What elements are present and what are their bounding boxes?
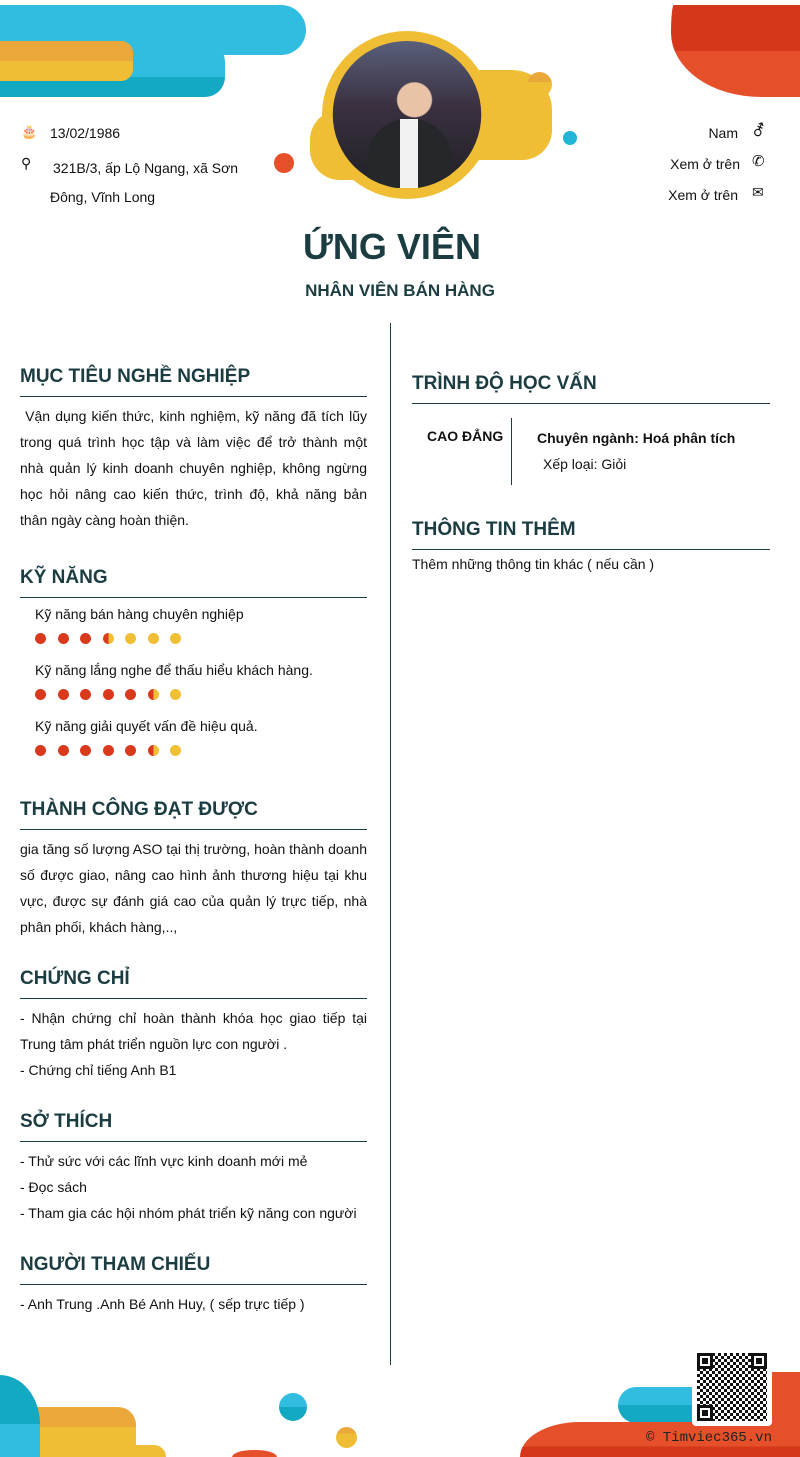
certificate-line: - Nhận chứng chỉ hoàn thành khóa học giao tiếp tại Trung tâm phát triển nguồn lực con người . [20, 1010, 367, 1052]
decor-dot [563, 131, 577, 145]
hobby-line: - Tham gia các hội nhóm phát triển kỹ năng con người [20, 1205, 357, 1221]
skill-name: Kỹ năng lắng nghe để thấu hiểu khách hàng. [35, 662, 313, 678]
skills-list [20, 604, 367, 759]
certificate-line: - Chứng chỉ tiếng Anh B1 [20, 1062, 177, 1078]
section-title-certificates: CHỨNG CHỈ [20, 968, 367, 999]
decor-red-circle [671, 5, 800, 97]
rating-dot [148, 745, 159, 756]
rating-dot [103, 633, 114, 644]
skill-rating [35, 743, 367, 759]
rating-dot [103, 745, 114, 756]
section-title-skills: KỸ NĂNG [20, 567, 367, 598]
education-major: Chuyên ngành: Hoá phân tích [537, 430, 736, 446]
decor-dot [279, 1393, 307, 1421]
decor-red-right [770, 1372, 800, 1432]
hobby-line: - Đọc sách [20, 1179, 87, 1195]
email-icon: ✉ [752, 184, 764, 200]
rating-dot [58, 689, 69, 700]
skill-item [35, 660, 367, 703]
rating-dot [125, 633, 136, 644]
address: 321B/3, ấp Lộ Ngang, xã Sơn Đông, Vĩnh Long [50, 160, 239, 205]
left-column [20, 366, 371, 1317]
rating-dot [80, 745, 91, 756]
email: Xem ở trên [668, 187, 738, 203]
candidate-position: NHÂN VIÊN BÁN HÀNG [305, 281, 495, 300]
skill-name: Kỹ năng giải quyết vấn đề hiệu quả. [35, 718, 258, 734]
rating-dot [35, 633, 46, 644]
avatar [332, 41, 482, 188]
phone: Xem ở trên [670, 156, 740, 172]
objective-text: Vận dụng kiến thức, kinh nghiệm, kỹ năng đã tích lũy trong quá trình học tập và làm việc để trở thành một nhà quản lý kinh doanh chuyên nghiệp, không ngừng học hỏi nâng cao kiến thức, trình độ, khả năng bản thân ngày càng hoàn thiện. [20, 408, 371, 528]
rating-dot [80, 689, 91, 700]
education-grade: Xếp loại: Giỏi [543, 456, 627, 472]
more-info-text: Thêm những thông tin khác ( nếu cần ) [412, 556, 655, 572]
birthday-icon: 🎂 [21, 124, 38, 139]
column-divider [390, 323, 391, 1365]
rating-dot [58, 633, 69, 644]
decor-red-half [232, 1450, 277, 1457]
rating-dot [148, 689, 159, 700]
gender-icon: ⚦ [752, 123, 766, 140]
rating-dot [35, 745, 46, 756]
achievements-text: gia tăng số lượng ASO tại thị trường, hoàn thành doanh số được giao, nâng cao hình ảnh thương hiệu tại khu vực, được sự đánh giá cao của quản lý trực tiếp, nhà phân phối, khách hàng,.., [20, 841, 367, 935]
section-title-education: TRÌNH ĐỘ HỌC VẤN [412, 373, 770, 404]
skill-name: Kỹ năng bán hàng chuyên nghiệp [35, 606, 244, 622]
gender: Nam [708, 125, 738, 141]
decor-dot [336, 1427, 357, 1448]
rating-dot [170, 633, 181, 644]
rating-dot [35, 689, 46, 700]
decor-teal-circle [0, 1375, 40, 1457]
section-title-references: NGƯỜI THAM CHIẾU [20, 1254, 367, 1285]
rating-dot [125, 689, 136, 700]
right-column [412, 373, 770, 572]
skill-item [35, 716, 367, 759]
section-title-hobbies: SỞ THÍCH [20, 1111, 367, 1142]
section-title-achievements: THÀNH CÔNG ĐẠT ĐƯỢC [20, 799, 367, 830]
references-text: - Anh Trung .Anh Bé Anh Huy, ( sếp trực tiếp ) [20, 1296, 305, 1312]
rating-dot [148, 633, 159, 644]
section-title-objective: MỤC TIÊU NGHỀ NGHIỆP [20, 366, 367, 397]
hobby-line: - Thử sức với các lĩnh vực kinh doanh mới mẻ [20, 1153, 308, 1169]
rating-dot [170, 745, 181, 756]
rating-dot [125, 745, 136, 756]
section-title-more-info: THÔNG TIN THÊM [412, 519, 770, 550]
decor-dot [527, 72, 552, 97]
decor-dot [274, 153, 294, 173]
rating-dot [80, 633, 91, 644]
skill-item [35, 604, 367, 647]
skill-rating [35, 687, 367, 703]
candidate-name: ỨNG VIÊN [303, 226, 481, 267]
rating-dot [58, 745, 69, 756]
decor-orange-top [0, 41, 133, 61]
birthday: 13/02/1986 [50, 125, 121, 141]
rating-dot [103, 689, 114, 700]
location-icon: ⚲ [21, 155, 32, 171]
rating-dot [170, 689, 181, 700]
phone-icon: ✆ [752, 153, 765, 170]
skill-rating [35, 631, 367, 647]
qr-code [692, 1348, 772, 1426]
education-level: CAO ĐẲNG [412, 418, 512, 485]
copyright: © Timviec365.vn [645, 1430, 772, 1446]
